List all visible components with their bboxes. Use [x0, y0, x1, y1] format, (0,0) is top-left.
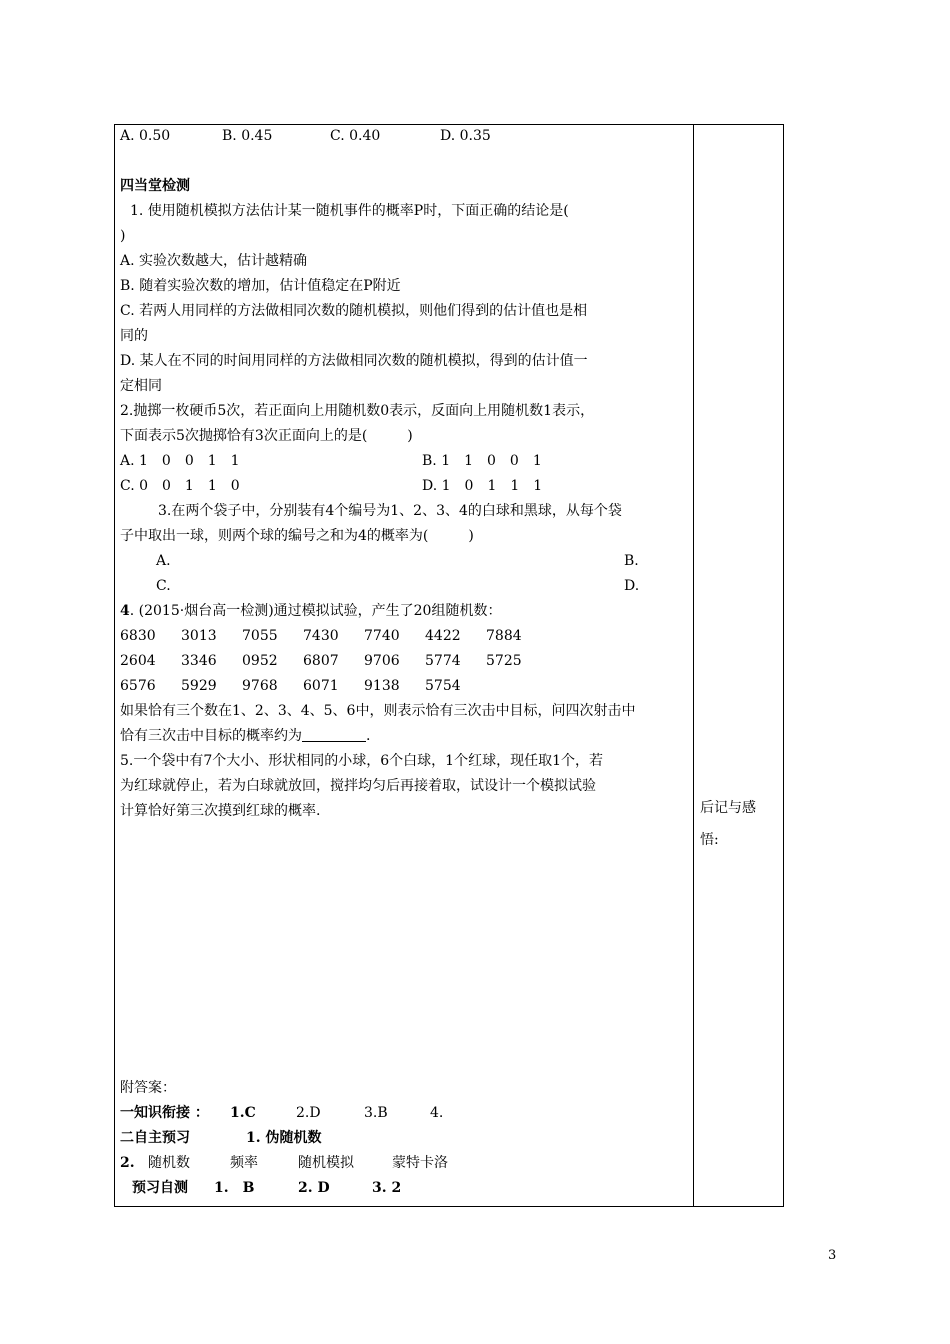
q4-question: 如果恰有三个数在1、2、3、4、5、6中，则表示恰有三次击中目标，问四次射击中	[120, 703, 636, 719]
q1-option-c-cont: 同的	[120, 328, 148, 344]
answers-row-4: 预习自测 1. B 2. D 3. 2	[132, 1180, 402, 1196]
q4-stem: 4. (2015·烟台高一检测)通过模拟试验，产生了20组随机数：	[120, 603, 502, 619]
column-divider	[693, 124, 694, 1207]
q5-line-1: 5.一个袋中有7个大小、形状相同的小球，6个白球，1个红球，现任取1个，若	[120, 753, 603, 769]
q2-option-a: A. 1 0 0 1 1	[120, 453, 240, 469]
page-number: 3	[828, 1248, 837, 1263]
q4-row-1: 6830 3013 7055 7430 7740 4422 7884	[120, 628, 522, 644]
section-title: 四当堂检测	[120, 178, 190, 194]
q2-stem: 2.抛掷一枚硬币5次，若正面向上用随机数0表示，反面向上用随机数1表示，	[120, 403, 595, 419]
q3-option-a: A.	[156, 553, 171, 569]
q3-options-ab	[120, 549, 690, 574]
prev-options-row	[120, 124, 690, 149]
q5-line-3: 计算恰好第三次摸到红球的概率.	[120, 803, 321, 819]
side-note-line-1: 后记与感	[700, 800, 756, 816]
q1-option-a: A. 实验次数越大，估计越精确	[120, 253, 308, 269]
q1-option-b: B. 随着实验次数的增加，估计值稳定在P附近	[120, 278, 401, 294]
q3-stem: 3.在两个袋子中，分别装有4个编号为1、2、3、4的白球和黑球，从每个袋	[158, 503, 622, 519]
answers-row-1: 一知识衔接 ： 1.C 2.D 3.B 4.	[120, 1105, 444, 1121]
answers-title: 附答案：	[120, 1080, 176, 1096]
q1-stem: 1. 使用随机模拟方法估计某一随机事件的概率P时，下面正确的结论是(	[130, 203, 569, 219]
q3-stem-cont: 子中取出一球，则两个球的编号之和为4的概率为( )	[120, 528, 474, 544]
q4-question-cont: 恰有三次击中目标的概率约为 .	[120, 728, 371, 744]
q3-option-d: D.	[624, 578, 640, 594]
q1-option-c: C. 若两人用同样的方法做相同次数的随机模拟，则他们得到的估计值也是相	[120, 303, 588, 319]
q1-option-d-cont: 定相同	[120, 378, 162, 394]
answers-row-2: 二自主预习 1. 伪随机数	[120, 1130, 322, 1146]
option-d: D. 0.35	[440, 128, 491, 144]
option-c: C. 0.40	[330, 128, 381, 144]
q2-option-b: B. 1 1 0 0 1	[422, 453, 542, 469]
q3-option-c: C.	[156, 578, 171, 594]
q3-option-b: B.	[624, 553, 639, 569]
answers-row-3: 2. 随机数 频率 随机模拟 蒙特卡洛	[120, 1155, 448, 1171]
side-note-line-2: 悟:	[700, 832, 719, 848]
q4-row-2: 2604 3346 0952 6807 9706 5774 5725	[120, 653, 522, 669]
answers-block	[120, 1076, 690, 1201]
side-note	[700, 792, 780, 856]
q2-stem-cont: 下面表示5次抛掷恰有3次正面向上的是( )	[120, 428, 413, 444]
q5-line-2: 为红球就停止，若为白球就放回，搅拌均匀后再接着取，试设计一个模拟试验	[120, 778, 596, 794]
answer-blank	[302, 727, 366, 742]
option-b: B. 0.45	[222, 128, 273, 144]
q2-option-d: D. 1 0 1 1 1	[422, 478, 543, 494]
q3-options-cd	[120, 574, 690, 599]
option-a: A. 0.50	[120, 128, 171, 144]
main-column	[120, 124, 690, 824]
q4-row-3: 6576 5929 9768 6071 9138 5754	[120, 678, 461, 694]
q1-stem-end: )	[120, 228, 126, 244]
q2-option-c: C. 0 0 1 1 0	[120, 478, 240, 494]
q1-option-d: D. 某人在不同的时间用同样的方法做相同次数的随机模拟，得到的估计值一	[120, 353, 588, 369]
q2-options-ab	[120, 449, 690, 474]
q2-options-cd	[120, 474, 690, 499]
